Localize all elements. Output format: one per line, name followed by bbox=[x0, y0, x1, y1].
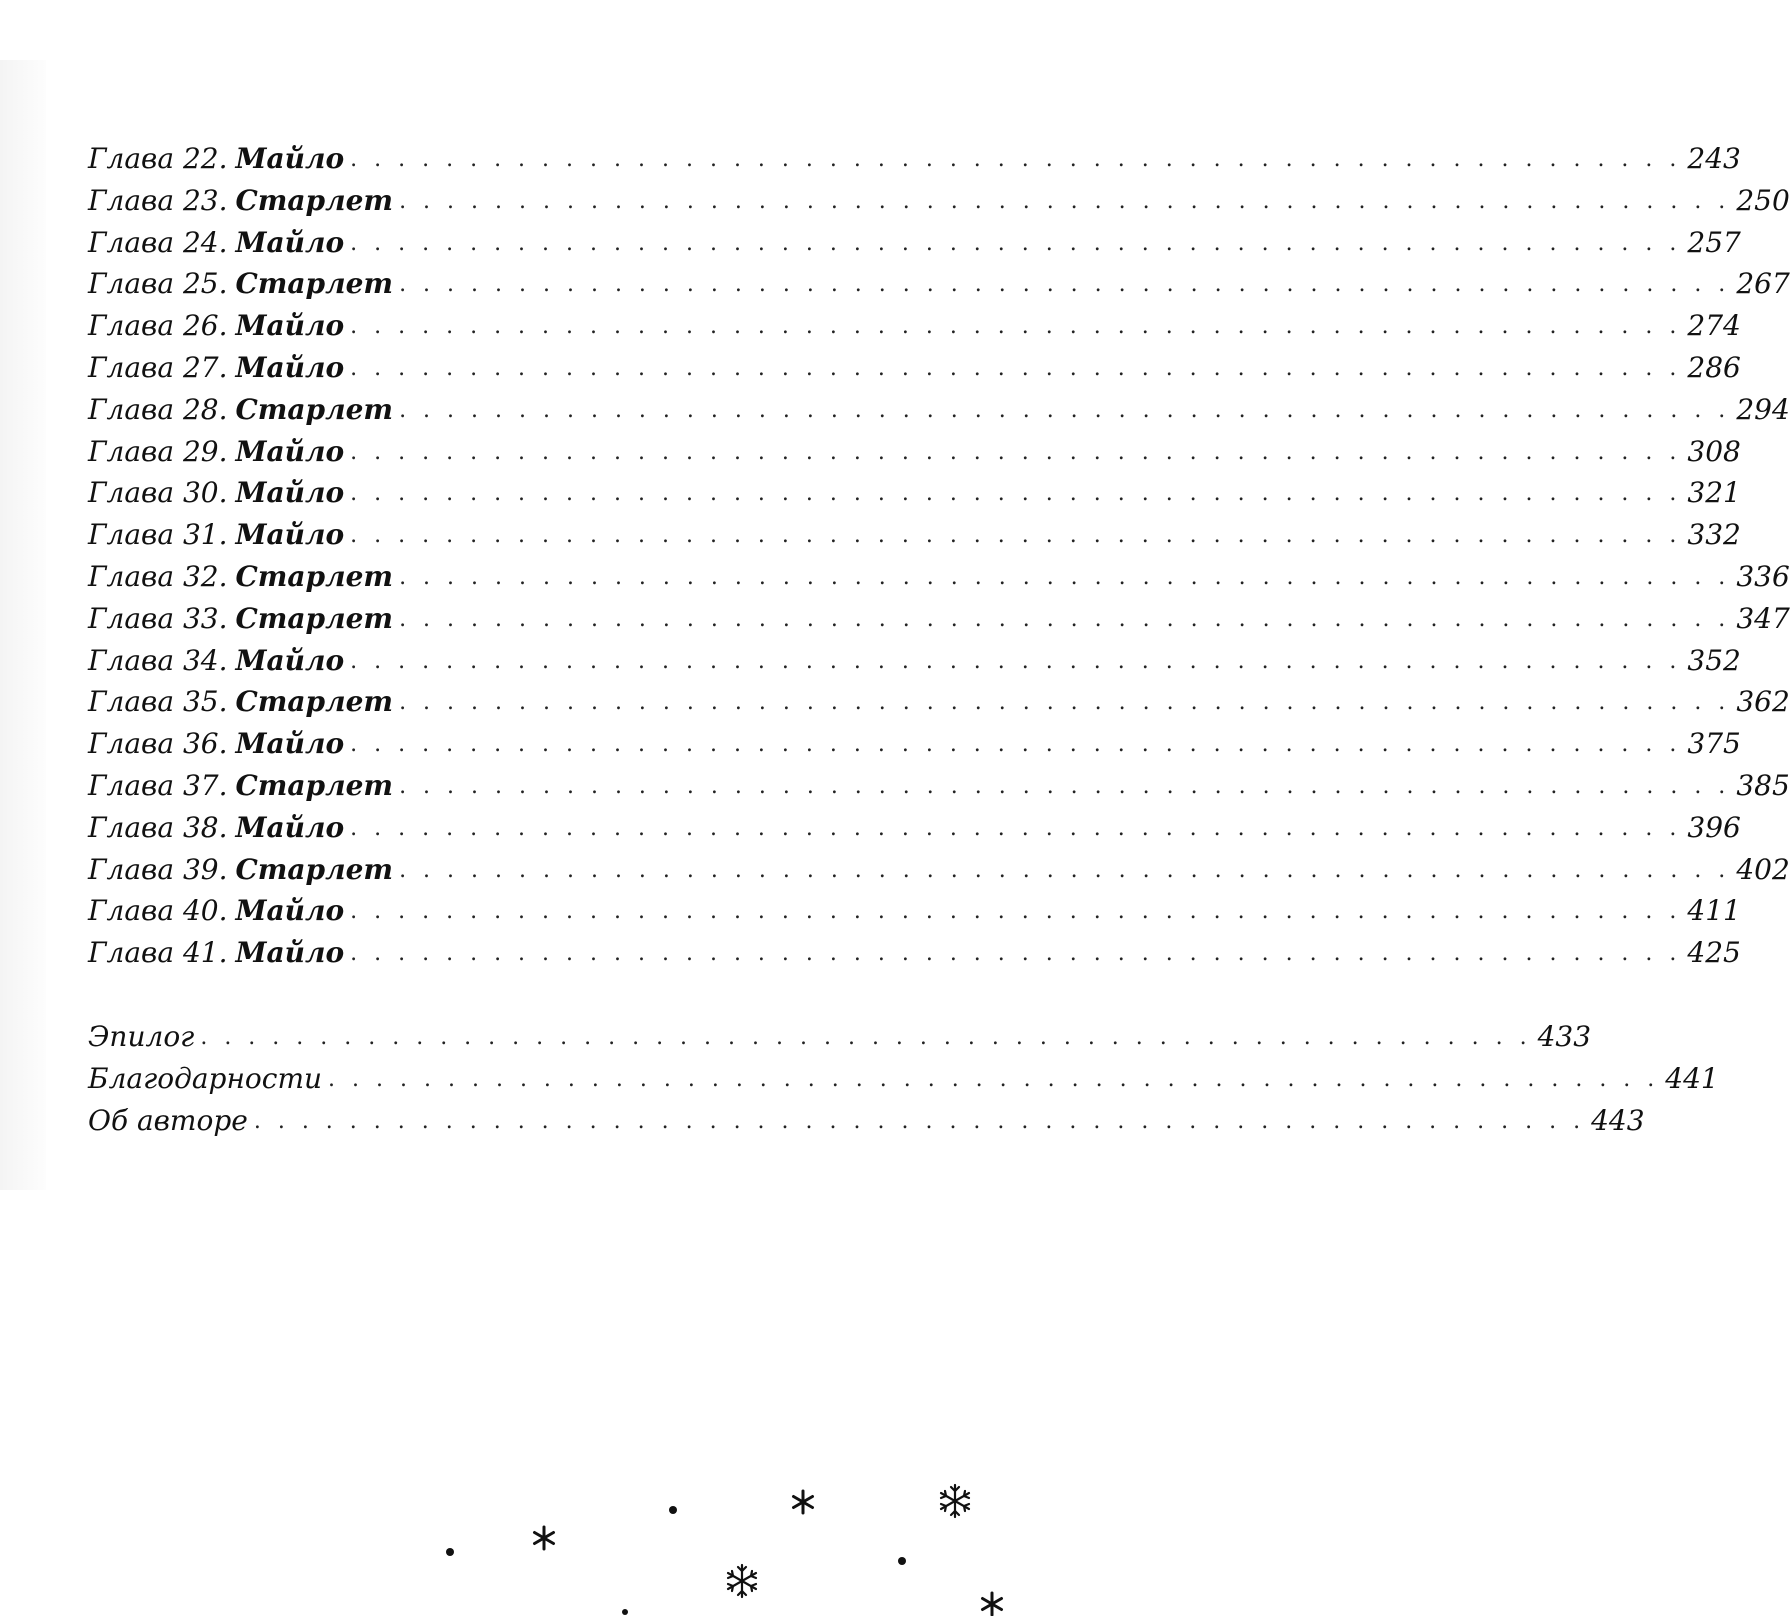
chapter-title: Старлет bbox=[235, 267, 394, 301]
chapter-number: Глава 27. bbox=[88, 350, 228, 384]
chapter-number: Глава 22. bbox=[88, 142, 228, 175]
page-number: 250 bbox=[1736, 183, 1790, 217]
toc-entry bbox=[88, 1100, 1645, 1142]
dot-leader: . . . . . . . . . . . . . . . . . . . . . . . . . . . . . . . . . . . . . . . . . . . . . . . . . . . . . . . . bbox=[350, 230, 1682, 256]
dot-leader: . . . . . . . . . . . . . . . . . . . . . . . . . . . . . . . . . . . . . . . . . . . . . . . . . . . . . . . . bbox=[399, 564, 1731, 590]
toc-entry bbox=[88, 890, 1741, 932]
dot-leader: . . . . . . . . . . . . . . . . . . . . . . . . . . . . . . . . . . . . . . . . . . . . . . . . . . . . . . . . bbox=[399, 857, 1731, 883]
toc-entry bbox=[88, 389, 1790, 431]
page-number: 321 bbox=[1687, 476, 1741, 510]
section-title: Эпилог bbox=[88, 1019, 195, 1053]
dot-leader: . . . . . . . . . . . . . . . . . . . . . . . . . . . . . . . . . . . . . . . . . . . . . . . . . . . . . . . . bbox=[350, 941, 1682, 967]
page-number: 375 bbox=[1687, 727, 1741, 761]
toc-entry bbox=[88, 1058, 1719, 1100]
chapter-number: Глава 25. bbox=[88, 267, 228, 301]
dot-leader: . . . . . . . . . . . . . . . . . . . . . . . . . . . . . . . . . . . . . . . . . . . . . . . . . . . . . . . . bbox=[350, 481, 1682, 507]
chapter-number: Глава 34. bbox=[88, 643, 228, 677]
chapter-title: Майло bbox=[235, 309, 345, 343]
chapter-number: Глава 39. bbox=[88, 852, 228, 886]
dot-leader: . . . . . . . . . . . . . . . . . . . . . . . . . . . . . . . . . . . . . . . . . . . . . . . . . . . . . . . . bbox=[350, 523, 1682, 549]
toc-entry bbox=[88, 1016, 1592, 1058]
dot-leader: . . . . . . . . . . . . . . . . . . . . . . . . . . . . . . . . . . . . . . . . . . . . . . . . . . . . . . . . bbox=[350, 147, 1682, 172]
toc-entry bbox=[88, 263, 1790, 305]
toc-entry bbox=[88, 514, 1741, 556]
chapter-title: Майло bbox=[235, 350, 345, 384]
dot-leader: . . . . . . . . . . . . . . . . . . . . . . . . . . . . . . . . . . . . . . . . . . . . . . . . . . . . . . . . bbox=[328, 1066, 1660, 1092]
page-number: 267 bbox=[1736, 267, 1790, 301]
dot-leader: . . . . . . . . . . . . . . . . . . . . . . . . . . . . . . . . . . . . . . . . . . . . . . . . . . . . . . . . bbox=[200, 1024, 1532, 1050]
chapter-title: Майло bbox=[235, 518, 345, 552]
page-number: 332 bbox=[1687, 518, 1741, 552]
toc-entry bbox=[88, 598, 1790, 640]
toc-entry bbox=[88, 138, 1741, 180]
dot-leader: . . . . . . . . . . . . . . . . . . . . . . . . . . . . . . . . . . . . . . . . . . . . . . . . . . . . . . . . bbox=[253, 1108, 1586, 1134]
page-number: 441 bbox=[1665, 1061, 1719, 1095]
chapter-number: Глава 36. bbox=[88, 727, 228, 761]
toc-entry bbox=[88, 681, 1790, 723]
toc-entry bbox=[88, 640, 1741, 682]
page-number: 257 bbox=[1687, 225, 1741, 259]
section-title: Об авторе bbox=[88, 1103, 248, 1137]
page-number: 243 bbox=[1687, 142, 1741, 175]
dot-leader: . . . . . . . . . . . . . . . . . . . . . . . . . . . . . . . . . . . . . . . . . . . . . . . . . . . . . . . . bbox=[399, 397, 1731, 423]
dot-icon bbox=[898, 1557, 906, 1565]
snowflake-icon bbox=[728, 1565, 756, 1597]
chapter-title: Майло bbox=[235, 894, 345, 928]
chapter-number: Глава 35. bbox=[88, 685, 228, 719]
dot-leader: . . . . . . . . . . . . . . . . . . . . . . . . . . . . . . . . . . . . . . . . . . . . . . . . . . . . . . . . bbox=[350, 648, 1682, 674]
page-number: 425 bbox=[1687, 936, 1741, 970]
chapter-number: Глава 37. bbox=[88, 768, 228, 802]
page-number: 352 bbox=[1687, 643, 1741, 677]
dot-leader: . . . . . . . . . . . . . . . . . . . . . . . . . . . . . . . . . . . . . . . . . . . . . . . . . . . . . . . . bbox=[350, 439, 1682, 465]
chapter-number: Глава 30. bbox=[88, 476, 228, 510]
toc-entry bbox=[88, 849, 1790, 891]
page-number: 347 bbox=[1736, 601, 1790, 635]
chapter-title: Старлет bbox=[235, 601, 394, 635]
dot-leader: . . . . . . . . . . . . . . . . . . . . . . . . . . . . . . . . . . . . . . . . . . . . . . . . . . . . . . . . bbox=[350, 732, 1682, 758]
page-number: 294 bbox=[1736, 392, 1790, 426]
extras-list bbox=[88, 1016, 1719, 1141]
chapter-title: Майло bbox=[235, 434, 345, 468]
snowflake-icon bbox=[941, 1485, 969, 1517]
dot-icon bbox=[446, 1548, 454, 1556]
toc-entry bbox=[88, 180, 1790, 222]
chapter-number: Глава 23. bbox=[88, 183, 228, 217]
dot-icon bbox=[669, 1506, 677, 1514]
toc-entry bbox=[88, 807, 1741, 849]
chapter-title: Майло bbox=[235, 810, 345, 844]
toc-entry bbox=[88, 431, 1741, 473]
dot-leader: . . . . . . . . . . . . . . . . . . . . . . . . . . . . . . . . . . . . . . . . . . . . . . . . . . . . . . . . bbox=[350, 314, 1682, 340]
chapter-number: Глава 38. bbox=[88, 810, 228, 844]
dot-leader: . . . . . . . . . . . . . . . . . . . . . . . . . . . . . . . . . . . . . . . . . . . . . . . . . . . . . . . . bbox=[350, 815, 1682, 841]
section-spacer bbox=[88, 974, 916, 1016]
page-number: 411 bbox=[1687, 894, 1741, 928]
page-number: 402 bbox=[1736, 852, 1790, 886]
chapter-title: Майло bbox=[235, 225, 345, 259]
toc-entry bbox=[88, 932, 1741, 974]
toc-entry bbox=[88, 556, 1790, 598]
chapter-title: Майло bbox=[235, 142, 345, 175]
page-edge-shadow bbox=[0, 60, 46, 1190]
page-number: 362 bbox=[1736, 685, 1790, 719]
page-number: 443 bbox=[1591, 1103, 1645, 1137]
chapter-title: Майло bbox=[235, 727, 345, 761]
page-number: 385 bbox=[1736, 768, 1790, 802]
chapter-title: Старлет bbox=[235, 183, 394, 217]
dot-icon bbox=[622, 1609, 628, 1615]
star-icon bbox=[794, 1491, 813, 1513]
chapter-title: Старлет bbox=[235, 768, 394, 802]
chapter-number: Глава 32. bbox=[88, 559, 228, 593]
page-number: 286 bbox=[1687, 350, 1741, 384]
toc-entry bbox=[88, 305, 1741, 347]
star-icon bbox=[535, 1527, 554, 1549]
chapter-number: Глава 29. bbox=[88, 434, 228, 468]
toc-entry bbox=[88, 347, 1741, 389]
dot-leader: . . . . . . . . . . . . . . . . . . . . . . . . . . . . . . . . . . . . . . . . . . . . . . . . . . . . . . . . bbox=[350, 899, 1682, 925]
chapter-number: Глава 40. bbox=[88, 894, 228, 928]
table-of-contents bbox=[88, 138, 1790, 1141]
page-number: 274 bbox=[1687, 309, 1741, 343]
chapter-number: Глава 41. bbox=[88, 936, 228, 970]
chapter-number: Глава 31. bbox=[88, 518, 228, 552]
chapter-title: Старлет bbox=[235, 685, 394, 719]
star-icon bbox=[983, 1593, 1002, 1615]
chapter-title: Старлет bbox=[235, 852, 394, 886]
page-number: 433 bbox=[1537, 1019, 1592, 1053]
page-number: 336 bbox=[1736, 559, 1790, 593]
chapter-number: Глава 28. bbox=[88, 392, 228, 426]
page-number: 308 bbox=[1687, 434, 1741, 468]
dot-leader: . . . . . . . . . . . . . . . . . . . . . . . . . . . . . . . . . . . . . . . . . . . . . . . . . . . . . . . . bbox=[399, 690, 1731, 716]
toc-entry bbox=[88, 765, 1790, 807]
toc-entry bbox=[88, 472, 1741, 514]
dot-leader: . . . . . . . . . . . . . . . . . . . . . . . . . . . . . . . . . . . . . . . . . . . . . . . . . . . . . . . . bbox=[399, 606, 1731, 632]
dot-leader: . . . . . . . . . . . . . . . . . . . . . . . . . . . . . . . . . . . . . . . . . . . . . . . . . . . . . . . . bbox=[350, 355, 1682, 381]
chapter-number: Глава 24. bbox=[88, 225, 228, 259]
section-title: Благодарности bbox=[88, 1061, 323, 1095]
toc-entry bbox=[88, 723, 1741, 765]
chapter-title: Майло bbox=[235, 476, 345, 510]
chapter-number: Глава 33. bbox=[88, 601, 228, 635]
dot-leader: . . . . . . . . . . . . . . . . . . . . . . . . . . . . . . . . . . . . . . . . . . . . . . . . . . . . . . . . bbox=[399, 773, 1731, 799]
chapter-title: Майло bbox=[235, 936, 345, 970]
toc-entry bbox=[88, 222, 1741, 264]
dot-leader: . . . . . . . . . . . . . . . . . . . . . . . . . . . . . . . . . . . . . . . . . . . . . . . . . . . . . . . . bbox=[399, 272, 1731, 298]
dot-leader: . . . . . . . . . . . . . . . . . . . . . . . . . . . . . . . . . . . . . . . . . . . . . . . . . . . . . . . . bbox=[399, 188, 1731, 214]
chapter-title: Старлет bbox=[235, 559, 394, 593]
page-number: 396 bbox=[1687, 810, 1741, 844]
chapter-number: Глава 26. bbox=[88, 309, 228, 343]
chapter-title: Старлет bbox=[235, 392, 394, 426]
chapter-title: Майло bbox=[235, 643, 345, 677]
chapter-list bbox=[88, 138, 1790, 974]
